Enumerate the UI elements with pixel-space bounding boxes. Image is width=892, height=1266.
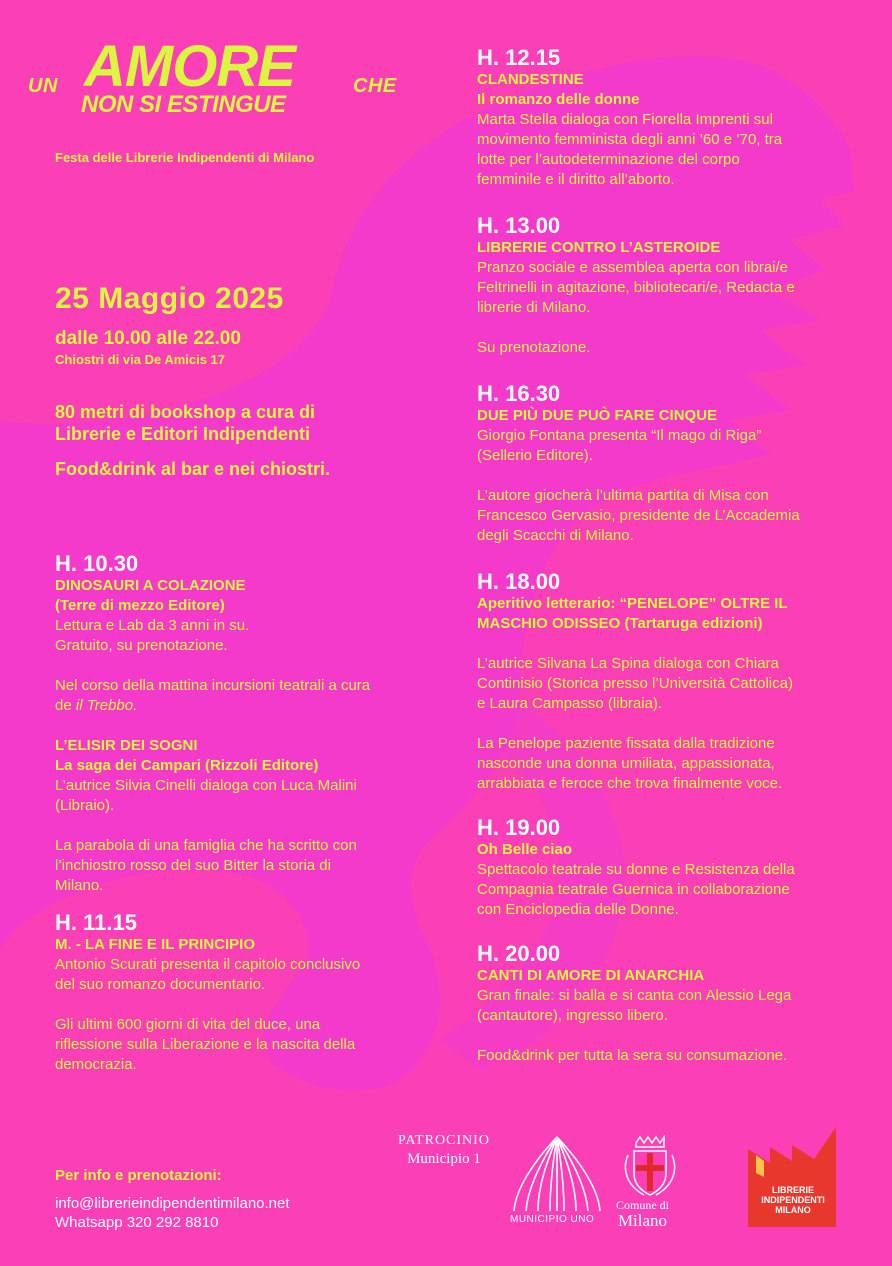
event-line: degli Scacchi di Milano. [477, 527, 634, 544]
event-line: del suo romanzo documentario. [55, 976, 266, 993]
event-title: CANTI DI AMORE DI ANARCHIA [477, 967, 705, 984]
contact-email[interactable]: info@librerieindipendentimilano.net [55, 1195, 290, 1212]
food-info: Food&drink al bar e nei chiostri. [55, 459, 331, 479]
event-title: MASCHIO ODISSEO (Tartaruga edizioni) [477, 615, 763, 632]
event-title: Aperitivo letterario: “PENELOPE” OLTRE IL [477, 595, 788, 612]
event-title: L’ELISIR DEI SOGNI [55, 737, 198, 754]
event-line: Marta Stella dialoga con Fiorella Imprenti sul [477, 111, 773, 128]
bookshop-info [55, 401, 315, 445]
librerie-logo-text [748, 1185, 838, 1215]
event-title: DUE PIÙ DUE PUÒ FARE CINQUE [477, 407, 718, 424]
librerie-logo-line-3: MILANO [775, 1205, 811, 1215]
event-title: CLANDESTINE [477, 71, 584, 88]
time-1030: H. 10.30 [55, 551, 139, 576]
event-line: Continisio (Storica presso l’Università Cattolica) [477, 675, 793, 692]
title-amore: AMORE [84, 34, 295, 99]
event-line: L’autrice Silvana La Spina dialoga con Chiara [477, 655, 779, 672]
event-subtitle: La saga dei Campari (Rizzoli Editore) [55, 757, 319, 774]
event-line: Giorgio Fontana presenta “Il mago di Riga” [477, 427, 762, 444]
event-line: Pranzo sociale e assemblea aperta con librai/e [477, 259, 789, 276]
event-line: librerie di Milano. [477, 299, 591, 316]
event-line: Food&drink per tutta la sera su consumazione. [477, 1047, 788, 1064]
event-line: nasconde una donna umiliata, appassionata, [477, 755, 775, 772]
contact-info [55, 1166, 290, 1232]
event-line: femminile e il diritto all’aborto. [477, 171, 675, 188]
event-line-prefix: de [55, 697, 76, 714]
municipio-uno-logo-icon [510, 1135, 604, 1213]
time-1115: H. 11.15 [55, 910, 137, 935]
time-1630: H. 16.30 [477, 381, 561, 406]
event-line: L’autore giocherà l’ultima partita di Misa con [477, 487, 769, 504]
event-line: L’autrice Silvia Cinelli dialoga con Luca Malini [55, 777, 357, 794]
schedule-left [55, 552, 425, 1075]
event-line: Lettura e Lab da 3 anni in su. [55, 617, 250, 634]
event-line: movimento femminista degli anni ’60 e ’70, tra [477, 131, 783, 148]
event-venue: Chiostri di via De Amicis 17 [55, 352, 226, 367]
event-line: lotte per l’autodeterminazione del corpo [477, 151, 740, 168]
event-line: l’inchiostro rosso del suo Bitter la storia di [55, 857, 331, 874]
patronage [398, 1132, 490, 1168]
event-line [55, 696, 425, 716]
title-subline: NON SI ESTINGUE [81, 91, 286, 118]
time-1215: H. 12.15 [477, 45, 561, 70]
comune-di: Comune di [616, 1198, 669, 1212]
event-line: (Libraio). [55, 797, 115, 814]
event-line: Francesco Gervasio, presidente de L’Accademia [477, 507, 800, 524]
time-1300: H. 13.00 [477, 213, 561, 238]
title-che: CHE [353, 75, 397, 97]
event-line: Compagnia teatrale Guernica in collaborazione [477, 881, 790, 898]
event-line: Milano. [55, 877, 104, 894]
contact-title: Per info e prenotazioni: [55, 1167, 222, 1184]
event-line: Gran finale: si balla e si canta con Alessio Lega [477, 987, 792, 1004]
schedule-right [477, 46, 847, 1066]
patronage-entity: Municipio 1 [407, 1151, 481, 1167]
event-date: 25 Maggio 2025 [55, 282, 284, 315]
event-line: riflessione sulla Liberazione e la nascita della [55, 1036, 356, 1053]
title-un: UN [28, 75, 58, 97]
milano: Milano [617, 1211, 668, 1230]
comune-milano-crest-icon [620, 1135, 680, 1197]
event-hours: dalle 10.00 alle 22.00 [55, 328, 241, 349]
contact-whatsapp[interactable]: Whatsapp 320 292 8810 [55, 1214, 219, 1231]
event-line: e Laura Campasso (libraia). [477, 695, 663, 712]
patronage-label: PATROCINIO [398, 1133, 490, 1148]
event-title: M. - LA FINE E IL PRINCIPIO [55, 936, 256, 953]
event-line: La Penelope paziente fissata dalla tradizione [477, 735, 775, 752]
comune-milano-label [616, 1198, 669, 1231]
festival-name: Festa delle Librerie Indipendenti di Milano [55, 150, 315, 165]
event-line: Spettacolo teatrale su donne e Resistenza della [477, 861, 795, 878]
event-line: (Sellerio Editore). [477, 447, 593, 464]
event-line: democrazia. [55, 1056, 137, 1073]
librerie-logo-line-2: INDIPENDENTI [761, 1195, 825, 1205]
event-line: (cantautore), ingresso libero. [477, 1007, 668, 1024]
event-title: LIBRERIE CONTRO L’ASTEROIDE [477, 239, 721, 256]
time-2000: H. 20.00 [477, 941, 561, 966]
event-line: con Enciclopedia delle Donne. [477, 901, 679, 918]
event-line: La parabola di una famiglia che ha scritto con [55, 837, 357, 854]
event-line: Antonio Scurati presenta il capitolo conclusivo [55, 956, 361, 973]
event-title: DINOSAURI A COLAZIONE [55, 577, 246, 594]
municipio-uno-label: MUNICIPIO UNO [510, 1214, 595, 1225]
event-line: Gratuito, su prenotazione. [55, 637, 228, 654]
trebbo-name: il Trebbo. [75, 697, 138, 714]
event-line: Feltrinelli in agitazione, bibliotecari/e, Redacta e [477, 279, 795, 296]
event-subtitle: Il romanzo delle donne [477, 91, 640, 108]
time-1900: H. 19.00 [477, 815, 561, 840]
librerie-logo-line-1: LIBRERIE [771, 1185, 814, 1195]
bookshop-line-2: Librerie e Editori Indipendenti [55, 424, 311, 444]
event-line: Gli ultimi 600 giorni di vita del duce, una [55, 1016, 321, 1033]
event-line: Su prenotazione. [477, 339, 591, 356]
time-1800: H. 18.00 [477, 569, 561, 594]
bookshop-line-1: 80 metri di bookshop a cura di [55, 402, 316, 422]
event-subtitle: (Terre di mezzo Editore) [55, 597, 225, 614]
event-line: Nel corso della mattina incursioni teatrali a cura [55, 677, 371, 694]
event-line: arrabbiata e feroce che trova finalmente voce. [477, 775, 783, 792]
event-title: Oh Belle ciao [477, 841, 573, 858]
